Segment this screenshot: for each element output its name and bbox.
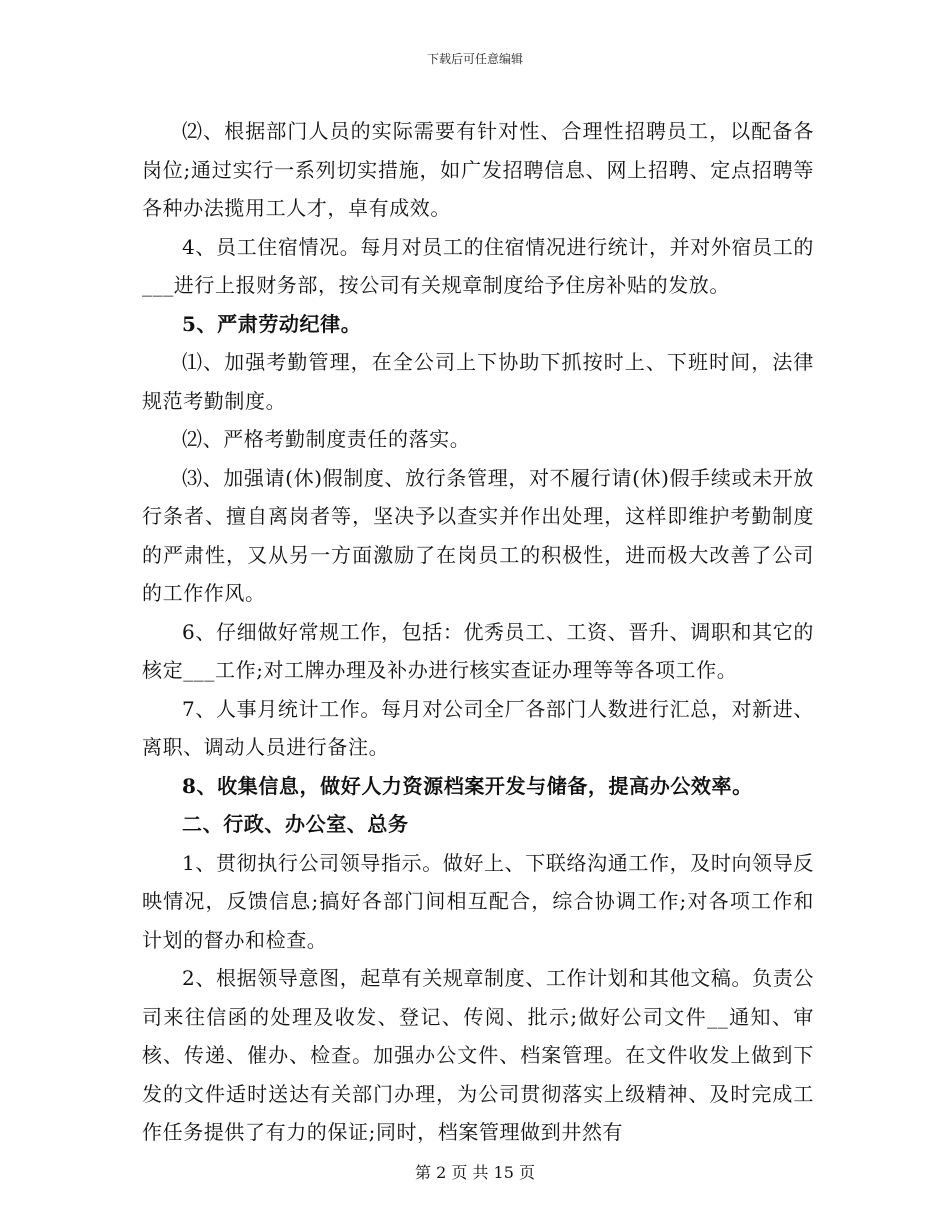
paragraph-recruitment: ⑵、根据部门人员的实际需要有针对性、合理性招聘员工，以配备各岗位;通过实行一系列切实措施，如广发招聘信息、网上招聘、定点招聘等各种办法揽用工人才，卓有成效。	[142, 119, 814, 220]
heading-admin-office: 二、行政、办公室、总务	[182, 812, 409, 836]
heading-hr-archives: 8、收集信息，做好人力资源档案开发与储备，提高办公效率。	[182, 773, 753, 798]
paragraph-monthly-statistics: 7、人事月统计工作。每月对公司全厂各部门人数进行汇总，对新进、离职、调动人员进行备注。	[142, 696, 814, 759]
page-header: 下载后可任意编辑	[426, 52, 523, 66]
paragraph-attendance: ⑴、加强考勤管理，在全公司上下协助下抓按时上、下班时间，法律规范考勤制度。	[142, 350, 814, 413]
paragraph-document-drafting: 2、根据领导意图，起草有关规章制度、工作计划和其他文稿。负责公司来往信函的处理及收发、登记、传阅、批示;做好公司文件__通知、审核、传递、催办、检查。加强办公文件、档案管理。在文件收发上做到下发的文件适时送达有关部门办理，为公司贯彻落实上级精神、及时完成工作任务提供了有力的保证;同时，档案管理做到井然有	[142, 966, 814, 1144]
paragraph-leave-management: ⑶、加强请(休)假制度、放行条管理，对不履行请(休)假手续或未开放行条者、擅自离岗者等，坚决予以查实并作出处理，这样即维护考勤制度的严肃性，又从另一方面激励了在岗员工的积极性，进而极大改善了公司的工作作风。	[142, 465, 814, 605]
heading-labor-discipline: 5、严肃劳动纪律。	[182, 311, 362, 336]
paragraph-leadership-instructions: 1、贯彻执行公司领导指示。做好上、下联络沟通工作，及时向领导反映情况，反馈信息;搞好各部门间相互配合，综合协调工作;对各项工作和计划的督办和检查。	[142, 850, 814, 952]
document-body	[142, 112, 814, 1152]
paragraph-routine-work: 6、仔细做好常规工作，包括：优秀员工、工资、晋升、调职和其它的核定___工作;对工牌办理及补办进行核实查证办理等等各项工作。	[142, 619, 814, 682]
paragraph-accommodation: 4、员工住宿情况。每月对员工的住宿情况进行统计，并对外宿员工的___进行上报财务部，按公司有关规章制度给予住房补贴的发放。	[142, 234, 814, 297]
page-footer: 第 2 页 共 15 页	[415, 1163, 535, 1182]
paragraph-attendance-responsibility: ⑵、严格考勤制度责任的落实。	[182, 427, 471, 451]
